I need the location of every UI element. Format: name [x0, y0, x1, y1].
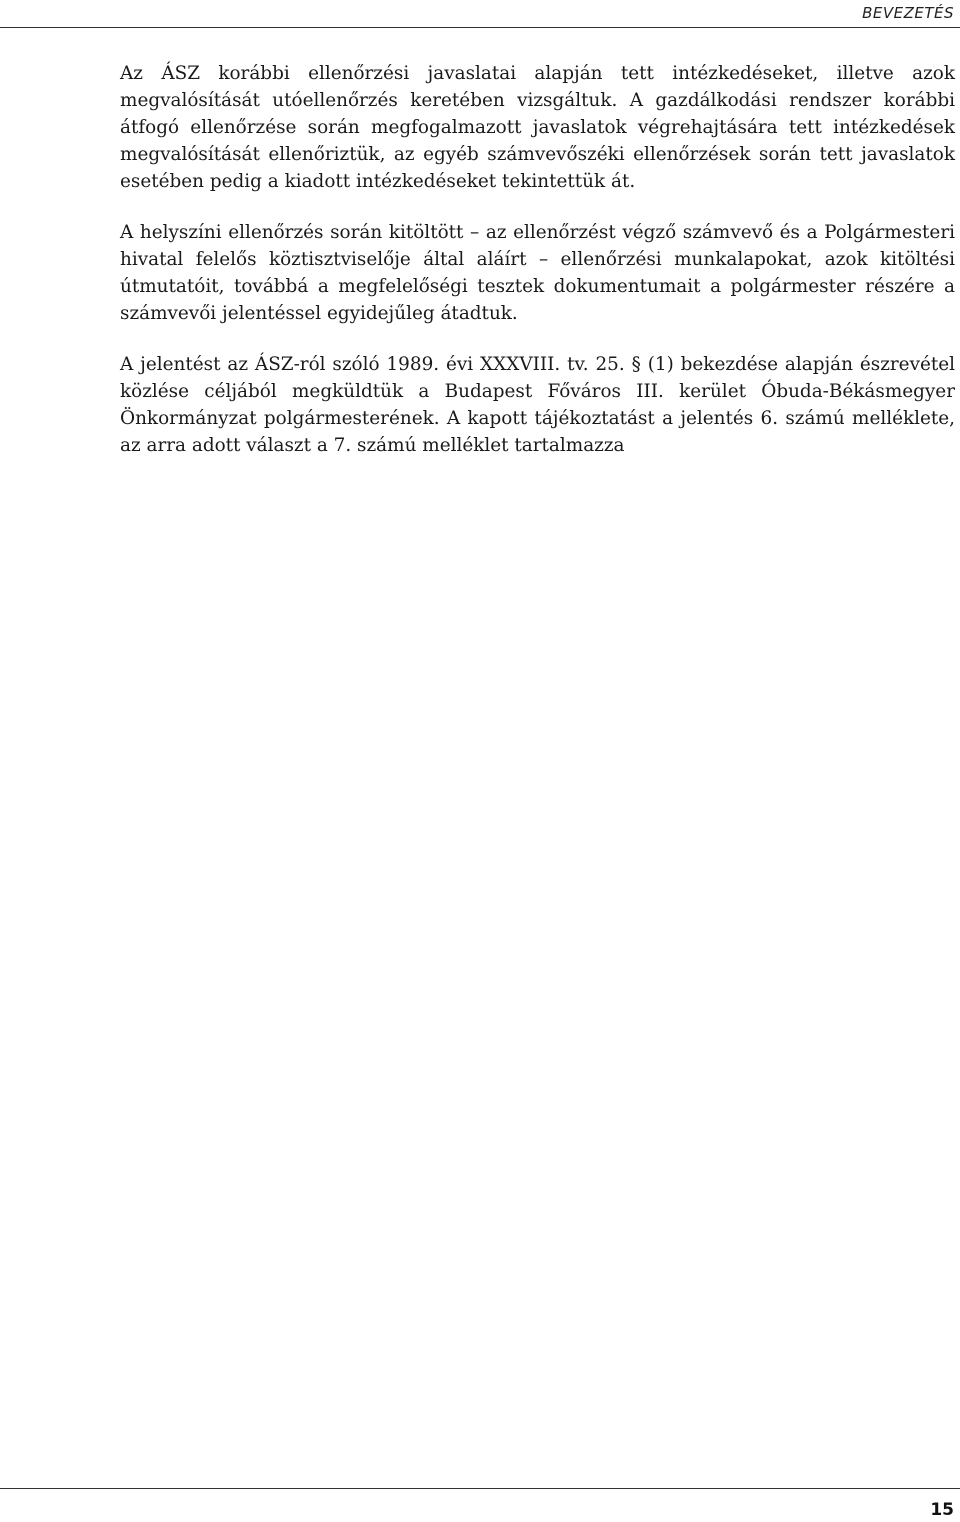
running-header: BEVEZETÉS	[862, 4, 954, 22]
footer-rule	[0, 1488, 960, 1489]
page-number: 15	[930, 1500, 954, 1520]
paragraph-followup-review: Az ÁSZ korábbi ellenőrzési javaslatai alapján tett intézkedéseket, illetve azok megvalósítását utóellenőrzés keretében vizsgáltuk. A gazdálkodási rendszer korábbi átfogó ellenőrzése során megfogalmazott javaslatok végrehajtására tett intézkedések megvalósítását ellenőriztük, az egyéb számvevőszéki ellenőrzések során tett javaslatok esetében pedig a kiadott intézkedéseket tekintettük át.	[120, 63, 955, 192]
page-body	[120, 60, 955, 483]
paragraph-onsite-inspection: A helyszíni ellenőrzés során kitöltött – az ellenőrzést végző számvevő és a Polgármesteri hivatal felelős köztisztviselője által aláírt – ellenőrzési munkalapokat, azok kitöltési útmutatóit, továbbá a megfelelőségi tesztek dokumentumait a polgármester részére a számvevői jelentéssel egyidejűleg átadtuk.	[120, 222, 955, 324]
paragraph-report-delivery: A jelentést az ÁSZ-ról szóló 1989. évi XXXVIII. tv. 25. § (1) bekezdése alapján észrevétel közlése céljából megküldtük a Budapest Főváros III. kerület Óbuda-Békásmegyer Önkormányzat polgármesterének. A kapott tájékoztatást a jelentés 6. számú melléklete, az arra adott választ a 7. számú melléklet tartalmazza	[120, 354, 955, 456]
header-rule	[0, 27, 960, 28]
